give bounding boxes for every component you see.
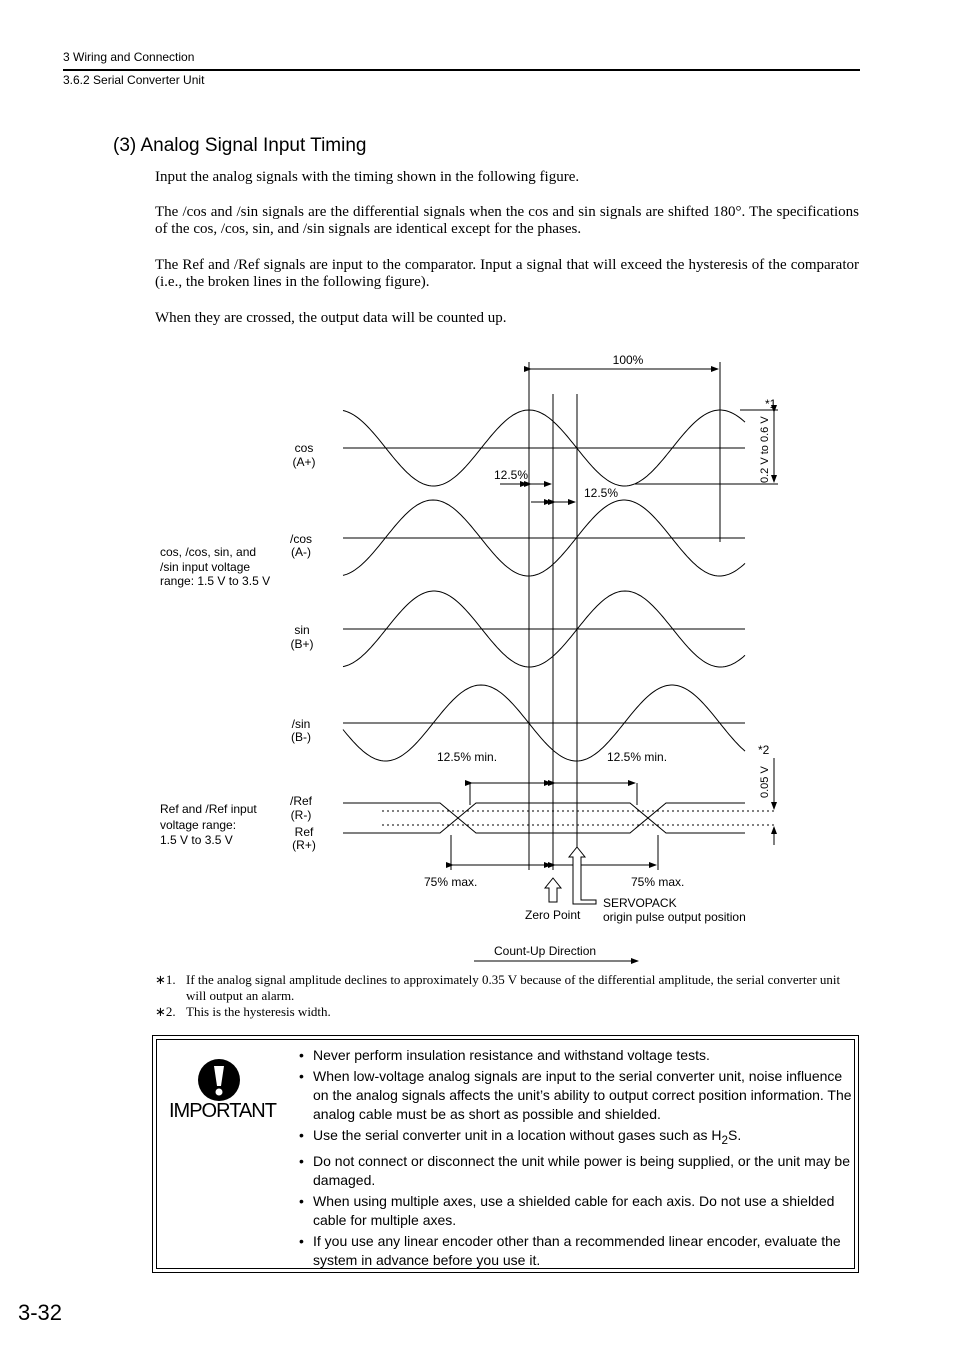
max-label-2: 75% max. — [631, 875, 685, 889]
h2s-subscript: 2 — [721, 1133, 729, 1147]
important-item: • If you use any linear encoder other than a recommended linear encoder, evaluate the system in advance before you use it. — [299, 1232, 854, 1270]
footnote-1 — [155, 972, 859, 1004]
cos-sublabel: (A+) — [292, 455, 316, 469]
important-item: • Do not connect or disconnect the unit while power is being supplied, or the unit may be damaged. — [299, 1152, 854, 1190]
servopack-label-1: SERVOPACK — [603, 896, 677, 910]
chapter-header: 3 Wiring and Connection — [63, 50, 195, 64]
nref-label: /Ref — [289, 794, 313, 808]
voltage-note-3: range: 1.5 V to 3.5 V — [160, 574, 271, 588]
ncos-sublabel: (A-) — [291, 545, 311, 559]
quarter-label-2: 12.5% — [584, 486, 619, 500]
nref-waveform — [343, 803, 745, 833]
paragraph-2: The /cos and /sin signals are the differential signals when the cos and sin signals are shifted 180°. The specifications of the cos, /cos, sin, and /sin signals are identical except for the phases. — [155, 204, 859, 237]
important-list — [299, 1046, 854, 1272]
footnote-1-text: If the analog signal amplitude declines to approximately 0.35 V because of the differential amplitude, the serial converter unit will output an alarm. — [186, 972, 841, 1003]
servopack-arrow-icon — [569, 847, 596, 904]
important-item: • When low-voltage analog signals are input to the serial converter unit, noise influence on the analog signals affects the unit’s ability to output correct position information. The analog cable must be as short as possible and shielded. — [299, 1067, 854, 1124]
footnote-2-mark: ∗2. — [155, 1004, 176, 1019]
nsin-sublabel: (B-) — [291, 730, 311, 744]
quarter-label-1: 12.5% — [494, 468, 529, 482]
period-label: 100% — [612, 353, 644, 367]
important-label: IMPORTANT — [169, 1100, 276, 1122]
servopack-label-2: origin pulse output position — [603, 910, 746, 924]
important-item: • Never perform insulation resistance and withstand voltage tests. — [299, 1046, 854, 1065]
important-box — [152, 1035, 859, 1273]
hyst-note-mark: *2 — [758, 743, 770, 757]
footnotes — [155, 972, 859, 1020]
footnote-2 — [155, 1004, 859, 1020]
ref-sublabel: (R+) — [292, 838, 316, 852]
h2s-text-after: S. — [728, 1127, 742, 1143]
ref-voltage-note-2: voltage range: — [160, 818, 237, 832]
paragraph-4: When they are crossed, the output data will be counted up. — [155, 310, 507, 326]
hyst-value-label: 0.05 V — [759, 766, 771, 798]
min-label-2: 12.5% min. — [607, 750, 668, 764]
footnote-1-mark: ∗1. — [155, 972, 176, 987]
ref-label: Ref — [294, 825, 314, 839]
zero-point-arrow-icon — [545, 878, 561, 902]
important-item: • When using multiple axes, use a shielded cable for each axis. Do not use a shielded cable for multiple axes. — [299, 1192, 854, 1230]
exclamation-icon — [197, 1058, 241, 1102]
nref-sublabel: (R-) — [290, 808, 312, 822]
zero-point-label: Zero Point — [525, 908, 581, 922]
paragraph-3: The Ref and /Ref signals are input to the comparator. Input a signal that will exceed the hysteresis of the comparator (i.e., the broken lines in the following figure). — [155, 257, 859, 290]
ref-waveform — [343, 803, 745, 833]
nsin-label: /sin — [291, 717, 311, 731]
ncos-label: /cos — [289, 532, 313, 546]
footnote-2-text: This is the hysteresis width. — [186, 1004, 331, 1019]
h2s-text-before: Use the serial converter unit in a location without gases such as H — [313, 1127, 722, 1143]
section-title: (3) Analog Signal Input Timing — [113, 135, 367, 156]
voltage-note-1: cos, /cos, sin, and — [160, 545, 257, 559]
voltage-note-2: /sin input voltage — [160, 560, 251, 574]
amp-note-mark: *1 — [765, 397, 777, 411]
amp-range-label: 0.2 V to 0.6 V — [759, 416, 771, 483]
cos-label: cos — [294, 441, 314, 455]
min-label-1: 12.5% min. — [437, 750, 498, 764]
sin-label: sin — [294, 623, 310, 637]
section-header: 3.6.2 Serial Converter Unit — [63, 73, 205, 87]
ref-voltage-note-1: Ref and /Ref input — [160, 802, 257, 816]
ref-voltage-note-3: 1.5 V to 3.5 V — [160, 833, 233, 847]
count-up-label: Count-Up Direction — [494, 944, 597, 958]
paragraph-1: Input the analog signals with the timing shown in the following figure. — [155, 169, 580, 185]
sin-sublabel: (B+) — [290, 637, 314, 651]
important-box-inner — [156, 1039, 855, 1269]
page-number: 3-32 — [18, 1300, 63, 1325]
max-label-1: 75% max. — [424, 875, 478, 889]
important-item-h2s — [299, 1126, 854, 1150]
